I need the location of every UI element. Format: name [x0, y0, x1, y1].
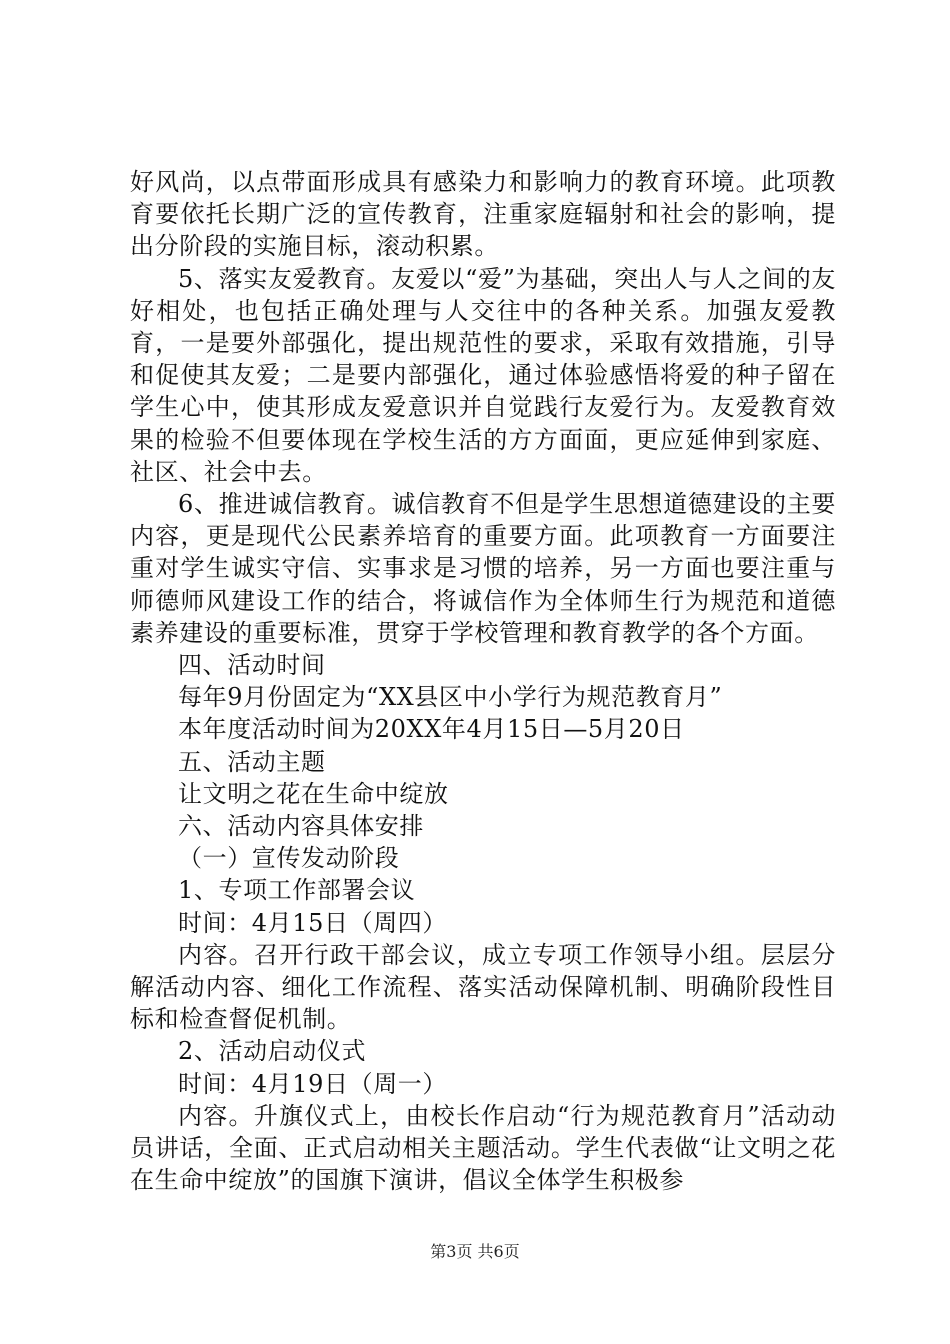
paragraph-1: 好风尚，以点带面形成具有感染力和影响力的教育环境。此项教育要依托长期广泛的宣传教育，注重家庭辐射和社会的影响，提出分阶段的实施目标，滚动积累。 [130, 168, 836, 261]
item-content-deployment-meeting: 内容。召开行政干部会议，成立专项工作领导小组。层层分解活动内容、细化工作流程、落实活动保障机制、明确阶段性目标和检查督促机制。 [130, 940, 836, 1034]
paragraph-friendship-education: 5、落实友爱教育。友爱以“爱”为基础，突出人与人之间的友好相处，也包括正确处理与人交往中的各种关系。加强友爱教育，一是要外部强化，提出规范性的要求，采取有效措施，引导和促使其友爱；二是要内部强化，通过体验感悟将爱的种子留在学生心中，使其形成友爱意识并自觉践行友爱行为。友爱教育效果的检验不但要体现在学校生活的方方面面，更应延伸到家庭、社区、社会中去。 [130, 264, 836, 486]
item-time-launch-ceremony: 时间：4月19日（周一） [178, 1069, 448, 1098]
section-heading-activity-theme: 五、活动主题 [178, 747, 326, 776]
section-heading-activity-content: 六、活动内容具体安排 [178, 812, 424, 841]
item-heading-deployment-meeting: 1、专项工作部署会议 [178, 876, 416, 905]
document-body [130, 166, 836, 1197]
item-content-launch-ceremony: 内容。升旗仪式上，由校长作启动“行为规范教育月”活动动员讲话，全面、正式启动相关主题活动。学生代表做“让文明之花在生命中绽放”的国旗下演讲，倡议全体学生积极参 [130, 1101, 836, 1195]
item-time-deployment-meeting: 时间：4月15日（周四） [178, 908, 448, 937]
page-number-footer: 第3页 共6页 [430, 1242, 520, 1261]
paragraph-annual-month: 每年9月份固定为“XX县区中小学行为规范教育月” [178, 683, 723, 712]
section-heading-activity-time: 四、活动时间 [178, 651, 326, 680]
paragraph-theme: 让文明之花在生命中绽放 [178, 779, 449, 808]
paragraph-activity-dates: 本年度活动时间为20XX年4月15日—5月20日 [178, 715, 685, 744]
item-heading-launch-ceremony: 2、活动启动仪式 [178, 1037, 367, 1066]
paragraph-integrity-education: 6、推进诚信教育。诚信教育不但是学生思想道德建设的主要内容，更是现代公民素养培育的重要方面。此项教育一方面要注重对学生诚实守信、实事求是习惯的培养，另一方面也要注重与师德师风建设工作的结合，将诚信作为全体师生行为规范和道德素养建设的重要标准，贯穿于学校管理和教育教学的各个方面。 [130, 490, 836, 647]
subheading-publicity-stage: （一）宣传发动阶段 [178, 844, 400, 873]
